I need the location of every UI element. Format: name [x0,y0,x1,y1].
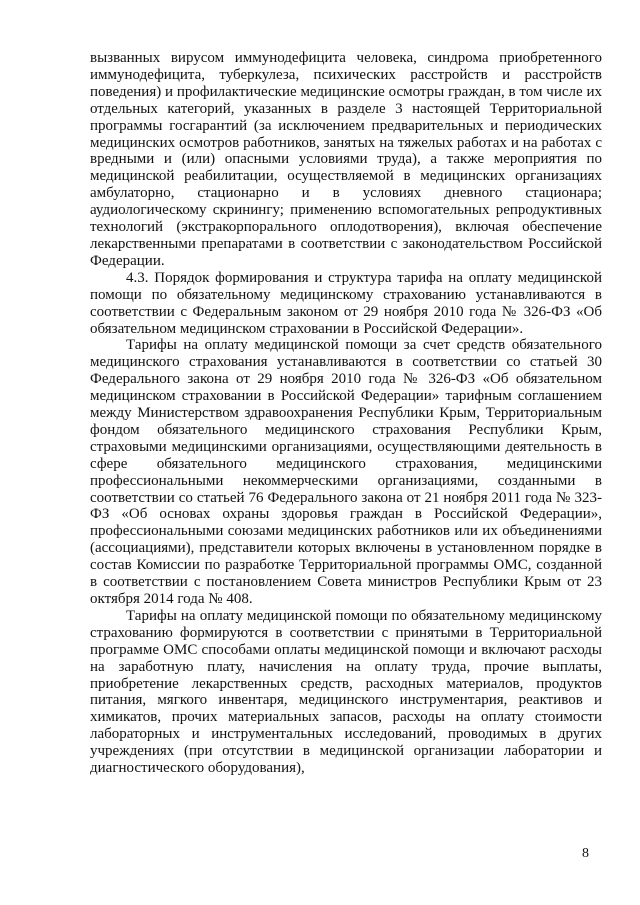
paragraph-section-4-3: 4.3. Порядок формирования и структура тарифа на оплату медицинской помощи по обязательному медицинскому страхованию устанавливаются в соответствии с Федеральным законом от 29 ноября 2010 года № 326-ФЗ «Об обязательном медицинском страховании в Российской Федерации». [90,269,602,337]
paragraph-continuation: вызванных вирусом иммунодефицита человека, синдрома приобретенного иммунодефицита, туберкулеза, психических расстройств и расстройств поведения) и профилактические медицинские осмотры граждан, в том числе их отдельных категорий, указанных в разделе 3 настоящей Территориальной программы госгарантий (за исключением предварительных и периодических медицинских осмотров работников, занятых на тяжелых работах и на работах с вредными и (или) опасными условиями труда), а также мероприятия по медицинской реабилитации, осуществляемой в медицинских организациях амбулаторно, стационарно и в условиях дневного стационара; аудиологическому скринингу; применению вспомогательных репродуктивных технологий (экстракорпорального оплодотворения), включая обеспечение лекарственными препаратами в соответствии с законодательством Российской Федерации. [90,50,602,269]
page-number: 8 [582,846,589,861]
paragraph-tariffs-established: Тарифы на оплату медицинской помощи за счет средств обязательного медицинского страхования устанавливаются в соответствии со статьей 30 Федерального закона от 29 ноября 2010 года № 326-ФЗ «Об обязательном медицинском страховании в Российской Федерации» тарифным соглашением между Министерством здравоохранения Республики Крым, Территориальным фондом обязательного медицинского страхования Республики Крым, страховыми медицинскими организациями, осуществляющими деятельность в сфере обязательного медицинского страхования, медицинскими профессиональными некоммерческими организациями, созданными в соответствии со статьей 76 Федерального закона от 21 ноября 2011 года № 323-ФЗ «Об основах охраны здоровья граждан в Российской Федерации», профессиональными союзами медицинских работников или их объединениями (ассоциациями), представители которых включены в установленном порядке в состав Комиссии по разработке Территориальной программы ОМС, созданной в соответствии с постановлением Совета министров Республики Крым от 23 октября 2014 года № 408. [90,337,602,607]
paragraph-tariffs-formed: Тарифы на оплату медицинской помощи по обязательному медицинскому страхованию формируются в соответствии с принятыми в Территориальной программе ОМС способами оплаты медицинской помощи и включают расходы на заработную плату, начисления на оплату труда, прочие выплаты, приобретение лекарственных средств, расходных материалов, продуктов питания, мягкого инвентаря, медицинского инструментария, реактивов и химикатов, прочих материальных запасов, расходы на оплату стоимости лабораторных и инструментальных исследований, проводимых в других учреждениях (при отсутствии в медицинской организации лаборатории и диагностического оборудования), [90,607,602,777]
document-body [90,50,602,777]
